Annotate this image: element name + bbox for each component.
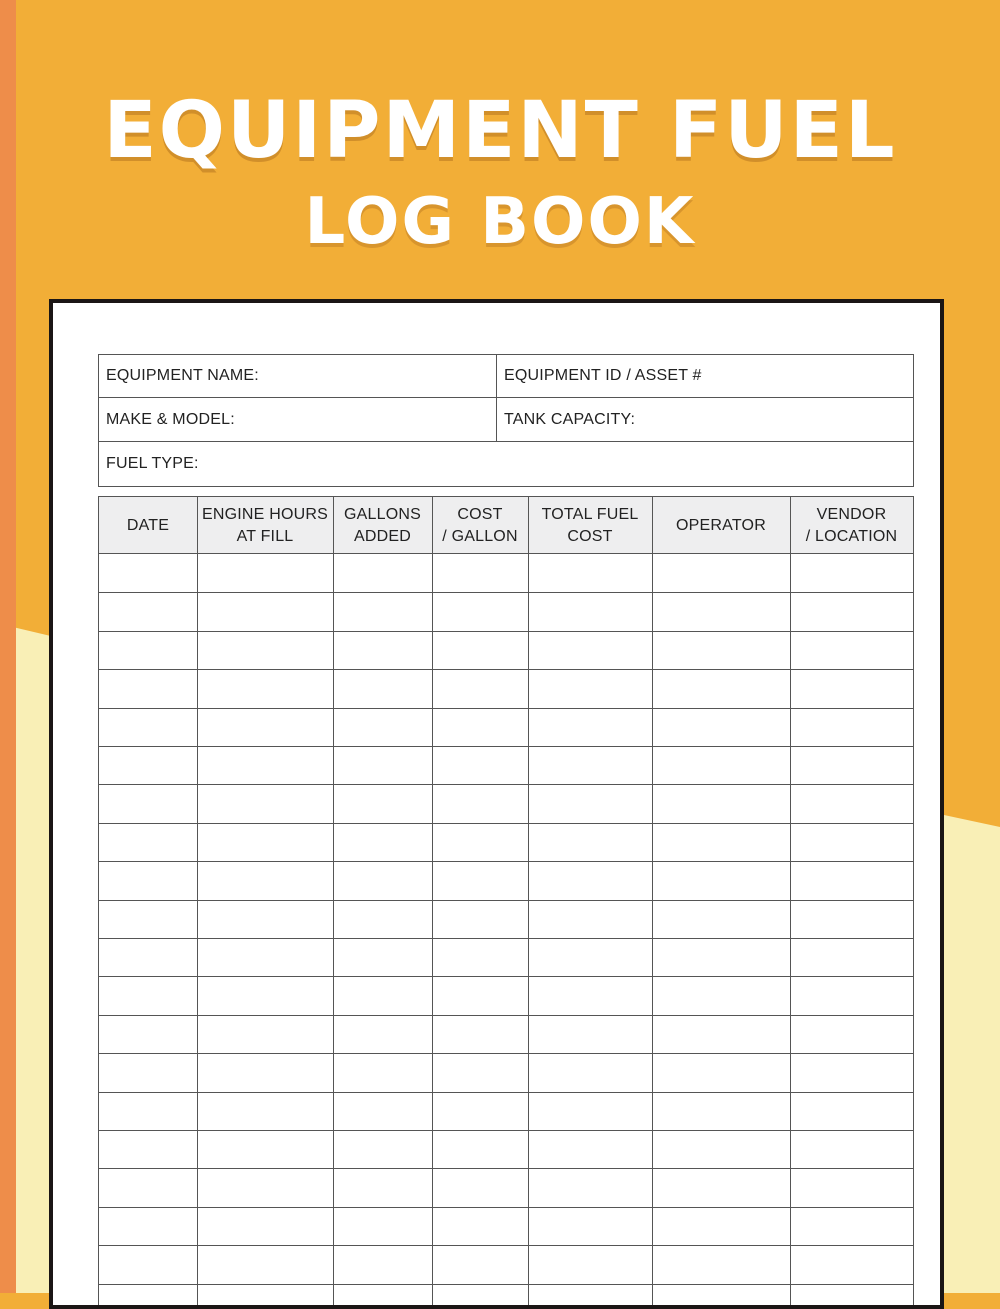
column-divider — [528, 497, 529, 1309]
column-divider — [333, 497, 334, 1309]
equipment-name-field[interactable]: EQUIPMENT NAME: — [99, 355, 497, 398]
equipment-id-field[interactable]: EQUIPMENT ID / ASSET # — [497, 355, 913, 398]
row-divider — [99, 1130, 913, 1131]
row-divider — [99, 1015, 913, 1016]
row-divider — [99, 669, 913, 670]
column-header-gallons-added: GALLONS ADDED — [344, 505, 421, 545]
column-header-total-fuel-cost: TOTAL FUEL COST — [541, 505, 639, 545]
row-divider — [99, 631, 913, 632]
row-divider — [99, 938, 913, 939]
column-header-cost-per-gallon: COST / GALLON — [442, 505, 518, 545]
column-divider — [652, 497, 653, 1309]
fuel-log-table — [98, 496, 914, 1309]
cover-title: EQUIPMENT FUEL — [103, 86, 897, 176]
column-divider — [197, 497, 198, 1309]
row-divider — [99, 900, 913, 901]
row-divider — [99, 784, 913, 785]
column-header-engine-hours: ENGINE HOURS AT FILL — [202, 505, 328, 545]
column-divider — [790, 497, 791, 1309]
row-divider — [99, 1207, 913, 1208]
fuel-type-field[interactable]: FUEL TYPE: — [106, 455, 199, 472]
row-divider — [99, 708, 913, 709]
row-divider — [99, 1245, 913, 1246]
column-divider — [432, 497, 433, 1309]
column-header-operator: OPERATOR — [676, 516, 766, 534]
row-divider — [99, 1053, 913, 1054]
tank-capacity-field[interactable]: TANK CAPACITY: — [497, 398, 913, 442]
log-page — [49, 299, 944, 1309]
equipment-info-table — [98, 354, 914, 487]
row-divider — [99, 1284, 913, 1285]
column-header-date: DATE — [126, 516, 170, 534]
right-cream-wave — [944, 815, 1000, 1293]
column-header-vendor-location: VENDOR / LOCATION — [805, 505, 898, 545]
make-model-field[interactable]: MAKE & MODEL: — [99, 398, 497, 442]
cover-subtitle: LOG BOOK — [304, 185, 696, 259]
row-divider — [99, 1092, 913, 1093]
row-divider — [99, 823, 913, 824]
row-divider — [99, 861, 913, 862]
row-divider — [99, 1168, 913, 1169]
row-divider — [99, 746, 913, 747]
row-divider — [99, 976, 913, 977]
row-divider — [99, 592, 913, 593]
